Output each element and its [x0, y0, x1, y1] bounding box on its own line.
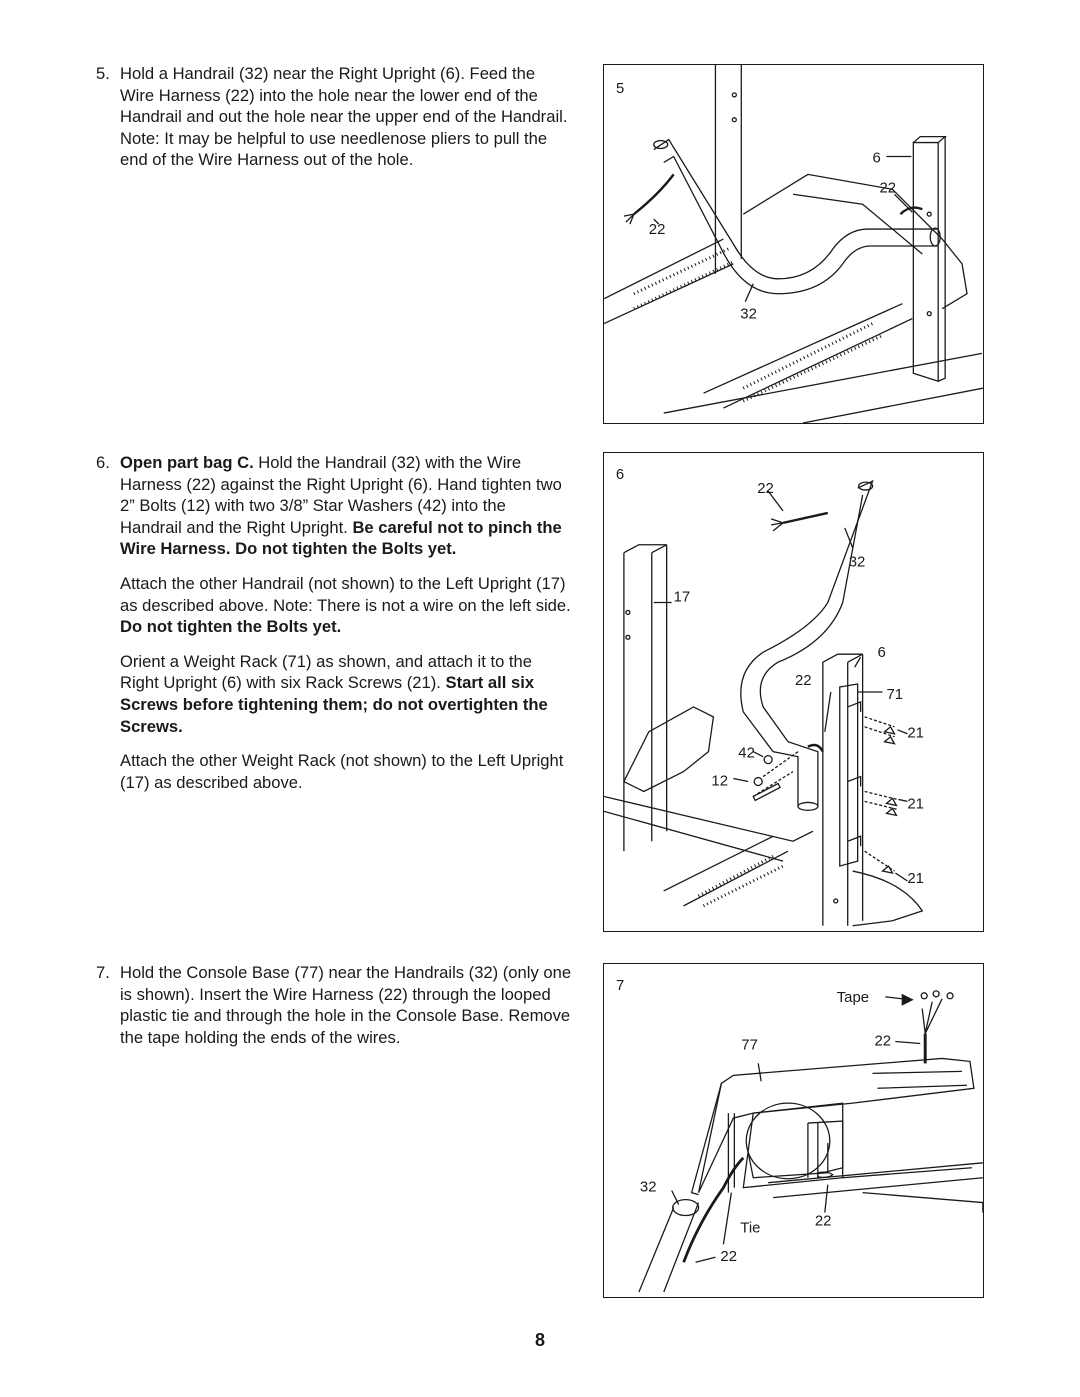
callout-upright: 6 — [872, 150, 881, 167]
figure-6 — [603, 452, 984, 932]
step-paragraph: Orient a Weight Rack (71) as shown, and attach it to the Right Upright (6) with six Rack Screws (21). Start all six Screws before tightening them; do not overtighten the Screws. — [120, 651, 548, 736]
callout-harness: 22 — [648, 222, 666, 239]
figure-5 — [603, 64, 984, 424]
step-number: 7. — [96, 963, 110, 982]
callout-harness: 22 — [720, 1249, 738, 1266]
step-paragraph: Attach the other Handrail (not shown) to the Left Upright (17) as described above. Note: There is not a wire on the left side. Do not tighten the Bolts yet. — [120, 573, 571, 637]
figure-number: 6 — [615, 466, 625, 484]
callout-console-base: 77 — [741, 1037, 758, 1054]
figure-number: 7 — [616, 977, 625, 994]
callout-washer: 42 — [738, 744, 755, 762]
callout-handrail: 32 — [639, 1179, 657, 1196]
page-number: 8 — [534, 1330, 545, 1350]
figure-5-illustration — [604, 65, 983, 423]
callout-handrail: 32 — [848, 553, 866, 571]
callout-harness: 22 — [794, 672, 812, 690]
callout-left-upright: 17 — [673, 588, 691, 606]
figure-7-illustration — [604, 964, 983, 1297]
callout-rack-screw: 21 — [907, 869, 924, 887]
step-paragraph: Open part bag C. Hold the Handrail (32) with the Wire Harness (22) against the Right Upright (6). Hand tighten two 2” Bolts (12) with two 3/8” Star Washers (42) into the Handrail and the Right Upright. Be careful not to pinch the Wire Harness. Do not tighten the Bolts yet. — [120, 453, 562, 559]
callout-bolt: 12 — [711, 772, 729, 790]
callout-harness: 22 — [757, 480, 774, 498]
callout-rack-screw: 21 — [907, 724, 924, 742]
step-number: 5. — [96, 64, 110, 83]
callout-harness: 22 — [814, 1213, 832, 1230]
callout-harness: 22 — [874, 1033, 892, 1050]
figure-7 — [603, 963, 984, 1298]
step-paragraph: Hold a Handrail (32) near the Right Upright (6). Feed the Wire Harness (22) into the hole near the lower end of the Handrail and out the hole near the upper end of the Handrail. Note: It may be helpful to use needlenose pliers to pull the end of the Wire Harness out of the hole. — [120, 64, 568, 170]
step-6 — [96, 452, 572, 806]
callout-harness: 22 — [879, 180, 897, 197]
callout-tie: Tie — [740, 1220, 761, 1237]
figure-number: 5 — [615, 80, 625, 97]
callout-weight-rack: 71 — [886, 685, 904, 703]
callout-rack-screw: 21 — [907, 795, 924, 813]
callout-handrail: 32 — [740, 306, 757, 323]
step-number: 6. — [96, 453, 110, 472]
step-5 — [96, 63, 572, 184]
callout-right-upright: 6 — [877, 644, 886, 662]
figure-6-illustration — [604, 453, 983, 931]
step-7 — [96, 962, 572, 1061]
callout-tape: Tape — [836, 989, 870, 1006]
step-paragraph: Hold the Console Base (77) near the Handrails (32) (only one is shown). Insert the Wire Harness (22) through the looped plastic tie and through the hole in the Console Base. Remove the tape holding the ends of the wires. — [120, 963, 572, 1047]
step-paragraph: Attach the other Weight Rack (not shown) to the Left Upright (17) as described above. — [120, 751, 564, 792]
